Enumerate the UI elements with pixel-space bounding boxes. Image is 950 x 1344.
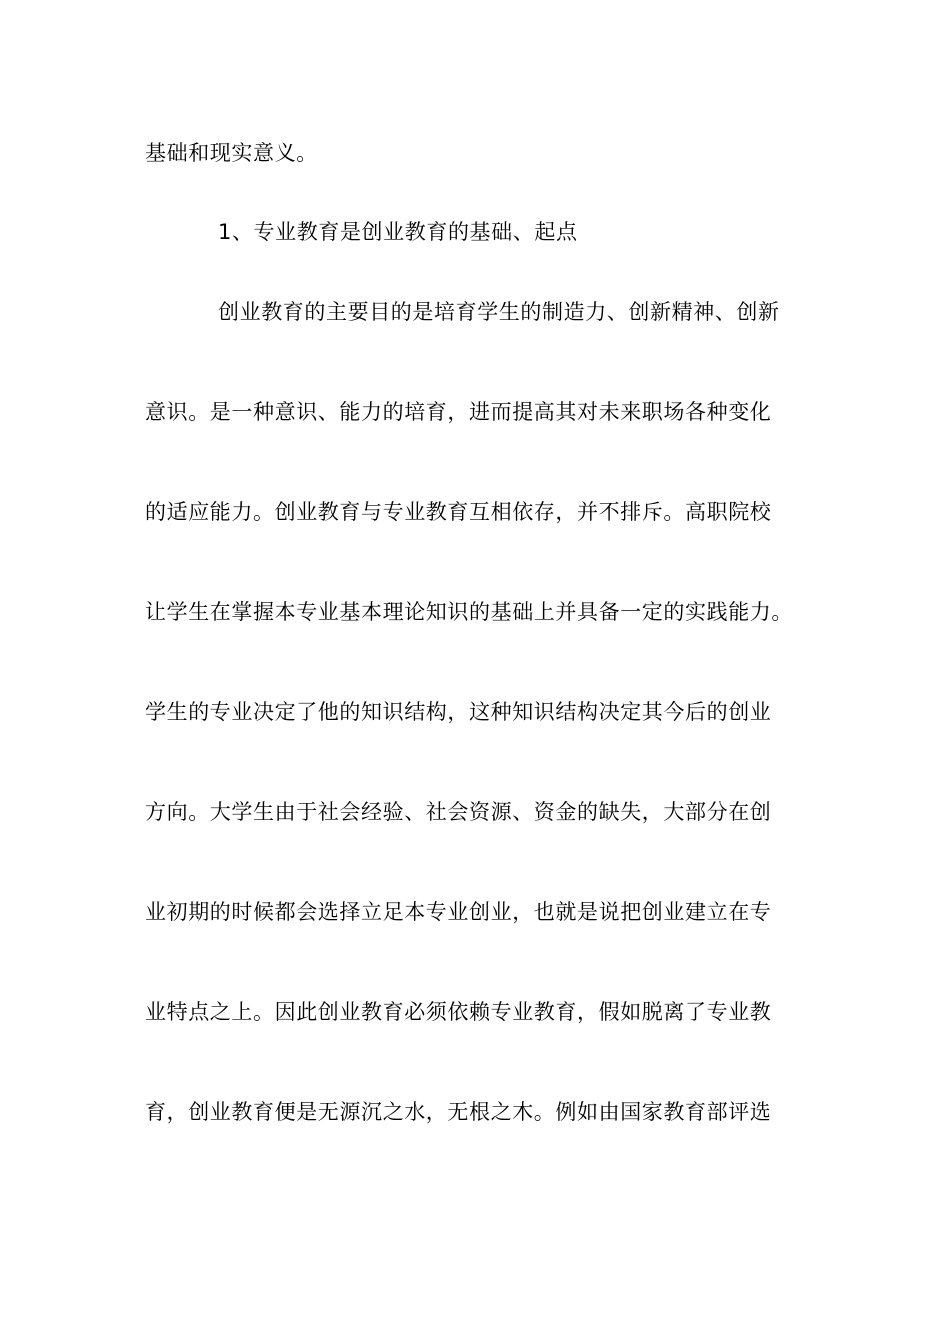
paragraph-line-1: 基础和现实意义。: [145, 141, 318, 165]
paragraph-line-4: 的适应能力。创业教育与专业教育互相依存，并不排斥。高职院校: [145, 500, 772, 524]
paragraph-line-5: 让学生在掌握本专业基本理论知识的基础上并具备一定的实践能力。: [145, 600, 793, 624]
paragraph-line-8: 业初期的时候都会选择立足本专业创业，也就是说把创业建立在专: [145, 900, 772, 924]
paragraph-line-3: 意识。是一种意识、能力的培育，进而提高其对未来职场各种变化: [145, 400, 772, 424]
paragraph-line-7: 方向。大学生由于社会经验、社会资源、资金的缺失，大部分在创: [145, 800, 772, 824]
paragraph-line-2: 创业教育的主要目的是培育学生的制造力、创新精神、创新: [218, 300, 780, 324]
paragraph-line-10: 育，创业教育便是无源沉之水，无根之木。例如由国家教育部评选: [145, 1100, 772, 1124]
paragraph-line-9: 业特点之上。因此创业教育必须依赖专业教育，假如脱离了专业教: [145, 1000, 772, 1024]
section-heading: 1、专业教育是创业教育的基础、起点: [218, 220, 578, 244]
paragraph-line-6: 学生的专业决定了他的知识结构，这种知识结构决定其今后的创业: [145, 700, 772, 724]
